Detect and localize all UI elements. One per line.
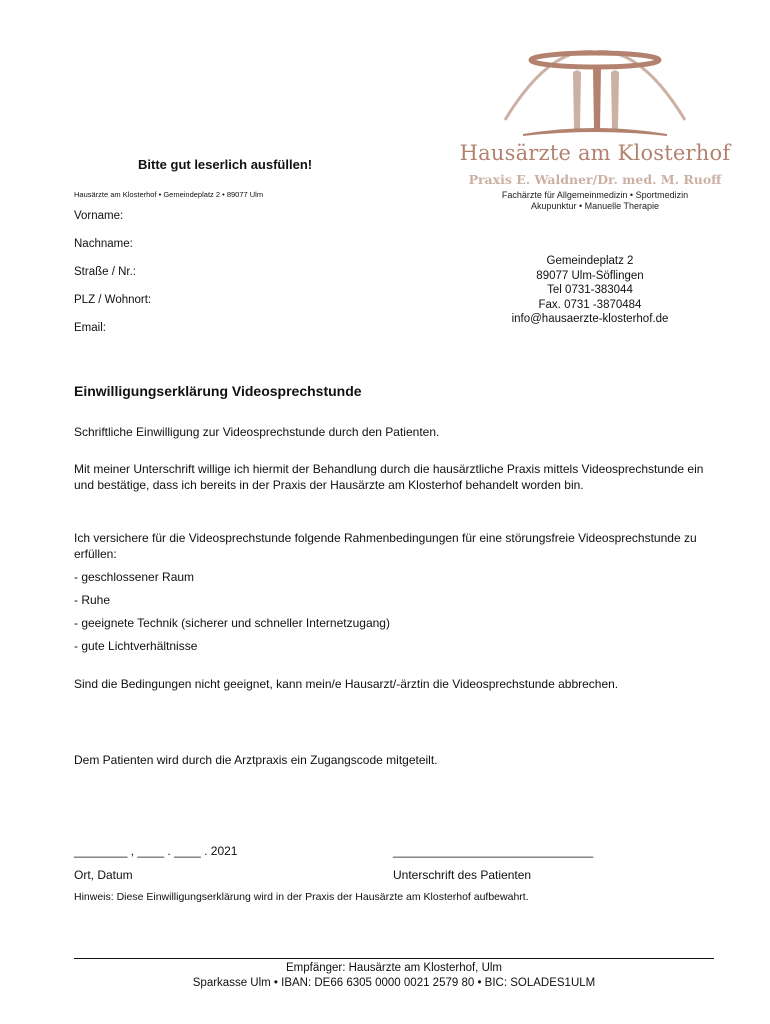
contact-phone: Tel 0731-383044: [547, 284, 633, 297]
condition-item: - gute Lichtverhältnisse: [74, 639, 198, 653]
temple-arch-logo-icon: [495, 48, 695, 140]
contact-address: Gemeindeplatz 2: [546, 255, 634, 267]
field-plz-wohnort: PLZ / Wohnort:: [74, 294, 152, 306]
signature-label: Unterschrift des Patienten: [393, 868, 532, 882]
footer-recipient: Empfänger: Hausärzte am Klosterhof, Ulm: [285, 962, 503, 974]
paragraph-abort: Sind die Bedingungen nicht geeignet, kann mein/e Hausarzt/-ärztin die Videosprechstunde abbrechen.: [74, 677, 619, 691]
condition-item: - Ruhe: [74, 593, 111, 607]
paragraph-consent: Mit meiner Unterschrift willige ich hiermit der Behandlung durch die hausärztliche Praxis mittels Videosprechstunde ein und bestätige, dass ich bereits in der Praxis der Hausärzte am Klosterhof behandelt worden bin.: [74, 462, 704, 492]
specialties-line-1: Fachärzte für Allgemeinmedizin • Sportmedizin: [501, 190, 689, 200]
storage-hint: Hinweis: Diese Einwilligungserklärung wird in der Praxis der Hausärzte am Klosterhof aufbewahrt.: [74, 891, 529, 903]
paragraph-intro: Schriftliche Einwilligung zur Videosprechstunde durch den Patienten.: [74, 425, 440, 439]
field-strasse: Straße / Nr.:: [74, 266, 136, 278]
footer-divider: [74, 958, 714, 959]
fill-notice: Bitte gut leserlich ausfüllen!: [138, 157, 313, 172]
place-date-label: Ort, Datum: [74, 868, 133, 882]
condition-item: - geschlossener Raum: [74, 570, 195, 584]
contact-city: 89077 Ulm-Söflingen: [536, 269, 644, 282]
date-line: ________ , ____ . ____ . 2021: [74, 844, 238, 858]
sender-line: Hausärzte am Klosterhof • Gemeindeplatz 2 • 89077 Ulm: [74, 190, 264, 199]
document-heading: Einwilligungserklärung Videosprechstunde: [74, 383, 362, 399]
field-nachname: Nachname:: [74, 238, 133, 250]
condition-item: - geeignete Technik (sicherer und schneller Internetzugang): [74, 616, 390, 630]
contact-fax: Fax. 0731 -3870484: [538, 298, 642, 311]
signature-line: ______________________________: [393, 844, 594, 858]
field-email: Email:: [74, 322, 106, 334]
paragraph-access-code: Dem Patienten wird durch die Arztpraxis ein Zugangscode mitgeteilt.: [74, 753, 438, 767]
contact-email: info@hausaerzte-klosterhof.de: [511, 313, 669, 326]
brand-name: Hausärzte am Klosterhof: [459, 141, 731, 165]
field-vorname: Vorname:: [74, 210, 124, 222]
specialties-line-2: Akupunktur • Manuelle Therapie: [530, 201, 660, 211]
paragraph-conditions-intro: Ich versichere für die Videosprechstunde folgende Rahmenbedingungen für eine störungsfreie Videosprechstunde zu erfüllen:: [74, 531, 697, 561]
footer-bank: Sparkasse Ulm • IBAN: DE66 6305 0000 0021 2579 80 • BIC: SOLADES1ULM: [192, 977, 596, 989]
contact-block: [440, 254, 740, 327]
brand-subtitle: Praxis E. Waldner/Dr. med. M. Ruoff: [468, 172, 722, 187]
